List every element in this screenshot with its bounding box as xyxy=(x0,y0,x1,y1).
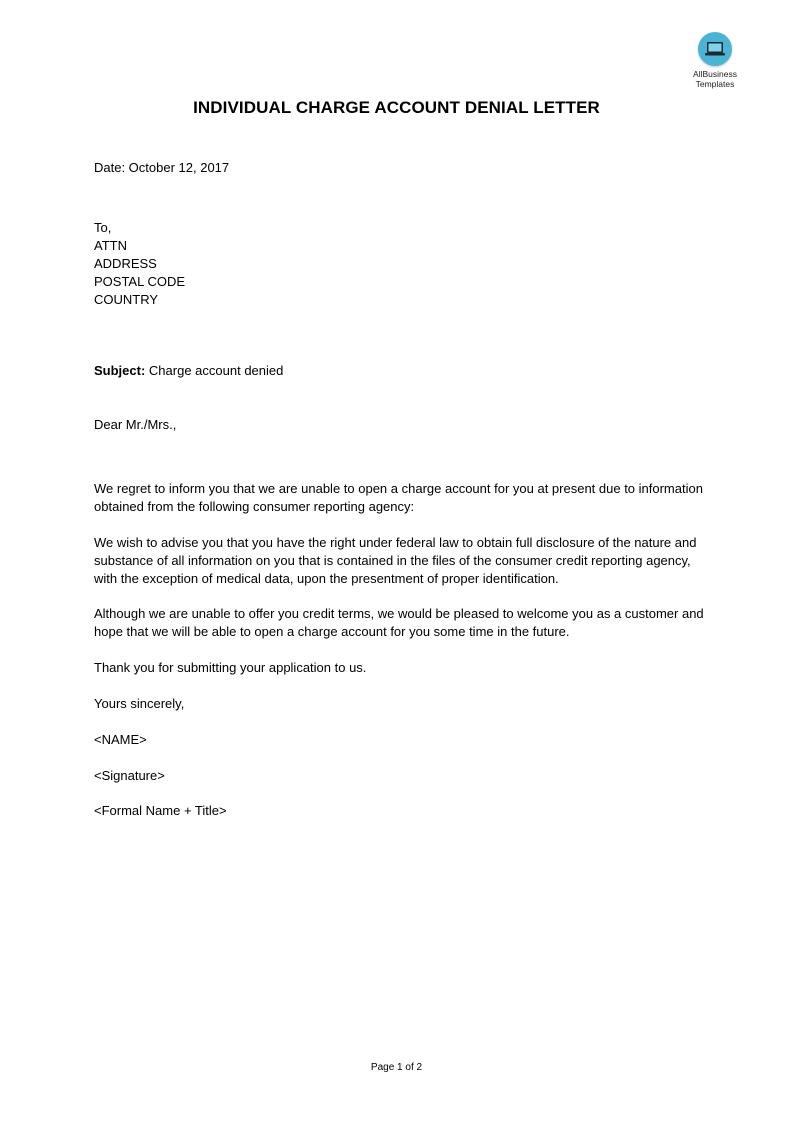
brand-logo xyxy=(684,32,746,89)
body-paragraph-3: Although we are unable to offer you credit terms, we would be pleased to welcome you as a customer and hope that we will be able to open a charge account for you some time in the future. xyxy=(94,606,704,639)
address-attn: ATTN xyxy=(94,238,127,253)
laptop-icon xyxy=(698,32,732,66)
logo-text-line2: Templates xyxy=(695,79,735,89)
salutation: Dear Mr./Mrs., xyxy=(94,417,177,432)
page-number: Page 1 of 2 xyxy=(370,1062,423,1073)
address-postal-code: POSTAL CODE xyxy=(94,274,186,289)
address-country: COUNTRY xyxy=(94,292,159,307)
logo-text-line1: AllBusiness xyxy=(693,69,737,79)
body-paragraph-2: We wish to advise you that you have the right under federal law to obtain full disclosure of the nature and substance of all information on you that is contained in the files of the consumer credit reporting agency, with the exception of medical data, upon the presentment of proper identification. xyxy=(94,535,697,586)
sender-signature: <Signature> xyxy=(94,768,165,783)
body-paragraph-4: Thank you for submitting your application to us. xyxy=(94,660,367,675)
letter-date: Date: October 12, 2017 xyxy=(94,160,230,175)
sender-name: <NAME> xyxy=(94,732,147,747)
page-title: INDIVIDUAL CHARGE ACCOUNT DENIAL LETTER xyxy=(193,98,600,117)
subject-line xyxy=(94,362,283,380)
address-street: ADDRESS xyxy=(94,256,157,271)
sender-formal-name: <Formal Name + Title> xyxy=(94,803,227,818)
subject-text: Charge account denied xyxy=(148,363,284,378)
body-paragraph-1: We regret to inform you that we are unable to open a charge account for you at present due to information obtained from the following consumer reporting agency: xyxy=(94,481,703,514)
closing: Yours sincerely, xyxy=(94,696,185,711)
subject-label: Subject: xyxy=(94,363,146,378)
address-to: To, xyxy=(94,220,112,235)
